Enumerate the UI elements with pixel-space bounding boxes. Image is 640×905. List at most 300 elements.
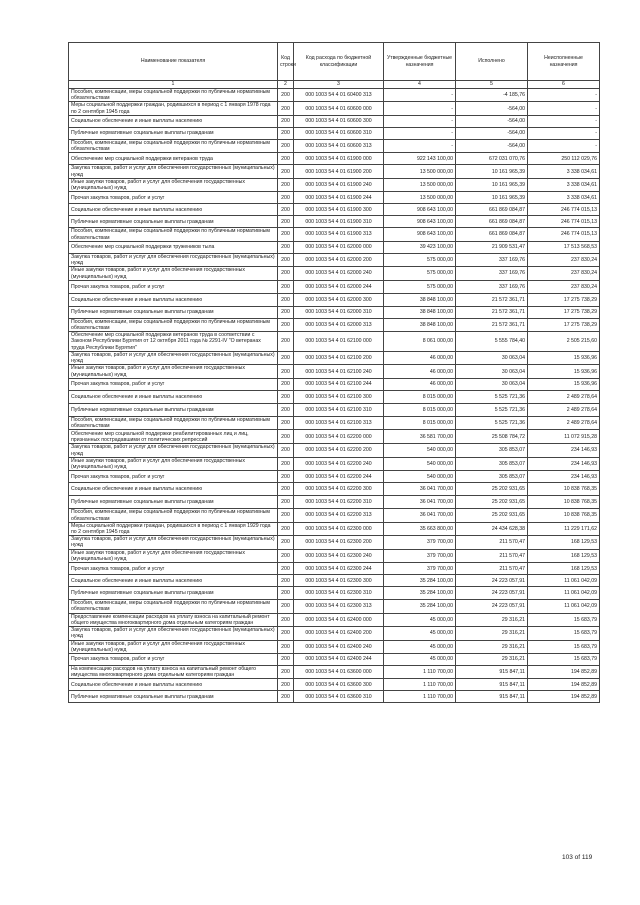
- cell-name: Закупка товаров, работ и услуг для обеспечения государственных (муниципальных) нужд: [69, 165, 278, 178]
- cell-remaining: 17 275 738,29: [528, 293, 600, 306]
- table-row: [69, 587, 600, 600]
- cell-approved: 35 284 100,00: [384, 575, 456, 587]
- cell-code: 200: [278, 332, 294, 352]
- table-row: [69, 536, 600, 549]
- cell-executed: 25 202 931,65: [456, 496, 528, 509]
- cell-approved: 38 848 100,00: [384, 293, 456, 306]
- cell-approved: 575 000,00: [384, 253, 456, 266]
- cell-name: Публичные нормативные социальные выплаты гражданам: [69, 216, 278, 228]
- cell-name: Обеспечение мер социальной поддержки ветеранов труда: [69, 153, 278, 165]
- cell-executed: 21 909 531,47: [456, 241, 528, 253]
- cell-executed: 305 853,07: [456, 471, 528, 483]
- table-row: [69, 654, 600, 666]
- cell-executed: 30 063,04: [456, 378, 528, 390]
- cell-remaining: 15 683,79: [528, 613, 600, 626]
- cell-remaining: 15 936,96: [528, 351, 600, 364]
- cell-remaining: 2 505 215,60: [528, 332, 600, 352]
- cell-remaining: 17 275 738,29: [528, 318, 600, 331]
- cell-executed: 305 853,07: [456, 457, 528, 470]
- cell-code: 200: [278, 471, 294, 483]
- cell-approved: 540 000,00: [384, 444, 456, 457]
- cell-kbk: 000 1003 54 4 01 62200 200: [294, 444, 384, 457]
- cell-name: Закупка товаров, работ и услуг для обеспечения государственных (муниципальных) нужд: [69, 627, 278, 640]
- cell-name: Прочая закупка товаров, работ и услуг: [69, 563, 278, 575]
- cell-remaining: 11 061 042,09: [528, 600, 600, 613]
- cell-kbk: 000 1003 54 4 01 62300 244: [294, 563, 384, 575]
- cell-name: Меры социальной поддержки граждан, родившихся в период с 1 января 1929 года по 2 сентября 1945 года: [69, 522, 278, 535]
- table-row: [69, 563, 600, 575]
- cell-kbk: 000 1003 54 4 01 62000 000: [294, 241, 384, 253]
- cell-name: Закупка товаров, работ и услуг для обеспечения государственных (муниципальных) нужд: [69, 536, 278, 549]
- cell-approved: 35 663 800,00: [384, 522, 456, 535]
- cell-kbk: 000 1003 54 4 01 60600 313: [294, 139, 384, 152]
- cell-code: 200: [278, 575, 294, 587]
- cell-kbk: 000 1003 54 4 01 61900 310: [294, 216, 384, 228]
- cell-kbk: 000 1003 54 4 01 62200 240: [294, 457, 384, 470]
- cell-remaining: -: [528, 115, 600, 127]
- cell-executed: -564,00: [456, 139, 528, 152]
- header-indicator-name: Наименование показателя: [69, 43, 278, 81]
- cell-executed: 21 572 361,71: [456, 318, 528, 331]
- cell-code: 200: [278, 640, 294, 653]
- cell-executed: 24 223 057,91: [456, 600, 528, 613]
- budget-execution-table: [68, 42, 600, 703]
- table-row: [69, 509, 600, 522]
- cell-name: Публичные нормативные социальные выплаты гражданам: [69, 127, 278, 139]
- cell-remaining: 168 129,53: [528, 563, 600, 575]
- table-row: [69, 679, 600, 691]
- cell-approved: 46 000,00: [384, 378, 456, 390]
- cell-executed: 25 202 931,65: [456, 483, 528, 496]
- cell-approved: 36 041 700,00: [384, 509, 456, 522]
- cell-code: 200: [278, 378, 294, 390]
- cell-name: Иные закупки товаров, работ и услуг для обеспечения государственных (муниципальных) нужд: [69, 178, 278, 191]
- cell-remaining: 17 513 568,53: [528, 241, 600, 253]
- cell-name: Меры социальной поддержки граждан, родившихся в период с 1 января 1978 года по 2 сентября 1945 года: [69, 102, 278, 115]
- cell-code: 200: [278, 549, 294, 562]
- cell-executed: 24 434 628,38: [456, 522, 528, 535]
- cell-remaining: 237 830,24: [528, 280, 600, 293]
- cell-name: Обеспечение мер социальной поддержки ветеранов труда в соответствии с Законом Республики Бурятия от 12 октября 2011 года № 2291-IV "О ветеранах труда Республики Бурятия": [69, 332, 278, 352]
- table-row: [69, 228, 600, 241]
- cell-approved: 45 000,00: [384, 627, 456, 640]
- table-row: [69, 378, 600, 390]
- table-row: [69, 640, 600, 653]
- cell-code: 200: [278, 216, 294, 228]
- cell-approved: 13 500 000,00: [384, 178, 456, 191]
- table-row: [69, 483, 600, 496]
- table-row: [69, 293, 600, 306]
- cell-name: Прочая закупка товаров, работ и услуг: [69, 654, 278, 666]
- cell-code: 200: [278, 228, 294, 241]
- cell-remaining: -: [528, 139, 600, 152]
- cell-kbk: 000 1003 54 4 01 62000 300: [294, 293, 384, 306]
- cell-code: 200: [278, 267, 294, 280]
- cell-approved: 908 643 100,00: [384, 204, 456, 216]
- table-row: [69, 613, 600, 626]
- cell-kbk: 000 1003 54 4 01 62000 313: [294, 318, 384, 331]
- table-row: [69, 575, 600, 587]
- cell-executed: 10 161 965,39: [456, 178, 528, 191]
- cell-kbk: 000 1003 54 4 01 62400 244: [294, 654, 384, 666]
- cell-executed: 211 570,47: [456, 549, 528, 562]
- cell-remaining: 237 830,24: [528, 267, 600, 280]
- header-line-code: Код строки: [278, 43, 294, 81]
- cell-name: Пособия, компенсации, меры социальной поддержки по публичным нормативным обязательствам: [69, 89, 278, 102]
- cell-kbk: 000 1003 54 4 01 62200 000: [294, 430, 384, 444]
- cell-remaining: 11 061 042,09: [528, 587, 600, 600]
- cell-code: 200: [278, 102, 294, 115]
- cell-code: 200: [278, 522, 294, 535]
- cell-approved: 540 000,00: [384, 471, 456, 483]
- cell-code: 200: [278, 509, 294, 522]
- cell-executed: -4 185,76: [456, 89, 528, 102]
- cell-code: 200: [278, 536, 294, 549]
- cell-kbk: 000 1003 54 4 01 61900 300: [294, 204, 384, 216]
- table-row: [69, 115, 600, 127]
- cell-approved: 35 284 100,00: [384, 587, 456, 600]
- cell-approved: 8 015 000,00: [384, 403, 456, 416]
- cell-approved: 8 061 000,00: [384, 332, 456, 352]
- cell-name: Закупка товаров, работ и услуг для обеспечения государственных (муниципальных) нужд: [69, 351, 278, 364]
- cell-approved: 575 000,00: [384, 280, 456, 293]
- cell-executed: 337 169,76: [456, 280, 528, 293]
- cell-remaining: 11 061 042,09: [528, 575, 600, 587]
- cell-executed: 305 853,07: [456, 444, 528, 457]
- cell-kbk: 000 1003 54 4 01 62200 244: [294, 471, 384, 483]
- cell-kbk: 000 1003 54 4 01 62100 000: [294, 332, 384, 352]
- table-row: [69, 139, 600, 152]
- cell-name: Социальное обеспечение и иные выплаты населению: [69, 204, 278, 216]
- cell-executed: 10 161 965,39: [456, 192, 528, 204]
- cell-approved: 1 110 700,00: [384, 691, 456, 703]
- cell-name: Социальное обеспечение и иные выплаты населению: [69, 390, 278, 403]
- cell-executed: 24 223 057,91: [456, 587, 528, 600]
- page-number: 103 of 119: [562, 854, 593, 861]
- cell-executed: 29 316,21: [456, 640, 528, 653]
- table-row: [69, 600, 600, 613]
- cell-kbk: 000 1003 54 4 01 62100 310: [294, 403, 384, 416]
- cell-executed: 25 508 784,72: [456, 430, 528, 444]
- cell-remaining: 2 489 278,64: [528, 416, 600, 429]
- cell-remaining: -: [528, 102, 600, 115]
- table-row: [69, 241, 600, 253]
- table-row: [69, 267, 600, 280]
- table-row: [69, 496, 600, 509]
- cell-executed: 661 869 084,87: [456, 204, 528, 216]
- table-row: [69, 153, 600, 165]
- cell-approved: 36 041 700,00: [384, 496, 456, 509]
- cell-executed: -564,00: [456, 102, 528, 115]
- cell-approved: 36 581 700,00: [384, 430, 456, 444]
- cell-kbk: 000 1003 54 4 01 62000 240: [294, 267, 384, 280]
- table-row: [69, 390, 600, 403]
- cell-kbk: 000 1003 54 4 01 63600 310: [294, 691, 384, 703]
- cell-kbk: 000 1003 54 4 01 62200 300: [294, 483, 384, 496]
- table-header-row: [69, 43, 600, 81]
- cell-approved: -: [384, 115, 456, 127]
- column-number: 5: [456, 81, 528, 89]
- table-row: [69, 416, 600, 429]
- cell-code: 200: [278, 253, 294, 266]
- cell-approved: -: [384, 127, 456, 139]
- cell-remaining: 194 852,89: [528, 666, 600, 679]
- cell-code: 200: [278, 563, 294, 575]
- table-row: [69, 165, 600, 178]
- cell-remaining: 250 112 029,76: [528, 153, 600, 165]
- cell-approved: 379 700,00: [384, 563, 456, 575]
- table-row: [69, 127, 600, 139]
- cell-approved: 379 700,00: [384, 536, 456, 549]
- cell-code: 200: [278, 139, 294, 152]
- cell-kbk: 000 1003 54 4 01 62000 200: [294, 253, 384, 266]
- cell-remaining: 11 072 915,28: [528, 430, 600, 444]
- cell-executed: 5 525 721,36: [456, 390, 528, 403]
- cell-kbk: 000 1003 54 4 01 62400 240: [294, 640, 384, 653]
- table-row: [69, 280, 600, 293]
- cell-remaining: 2 489 278,64: [528, 390, 600, 403]
- cell-remaining: 246 774 015,13: [528, 216, 600, 228]
- cell-executed: 25 202 931,65: [456, 509, 528, 522]
- cell-code: 200: [278, 587, 294, 600]
- cell-code: 200: [278, 627, 294, 640]
- cell-kbk: 000 1003 54 4 01 62300 310: [294, 587, 384, 600]
- cell-code: 200: [278, 365, 294, 378]
- cell-executed: 211 570,47: [456, 536, 528, 549]
- cell-approved: 540 000,00: [384, 457, 456, 470]
- cell-name: Социальное обеспечение и иные выплаты населению: [69, 679, 278, 691]
- table-row: [69, 666, 600, 679]
- cell-code: 200: [278, 444, 294, 457]
- cell-name: Прочая закупка товаров, работ и услуг: [69, 378, 278, 390]
- cell-executed: 661 869 084,87: [456, 228, 528, 241]
- cell-approved: 13 500 000,00: [384, 192, 456, 204]
- cell-executed: 21 572 361,71: [456, 306, 528, 318]
- table-row: [69, 306, 600, 318]
- cell-name: Обеспечение мер социальной поддержки тружеников тыла: [69, 241, 278, 253]
- table-row: [69, 457, 600, 470]
- cell-approved: -: [384, 139, 456, 152]
- cell-code: 200: [278, 306, 294, 318]
- cell-name: Публичные нормативные социальные выплаты гражданам: [69, 306, 278, 318]
- cell-remaining: 246 774 015,13: [528, 228, 600, 241]
- cell-executed: 21 572 361,71: [456, 293, 528, 306]
- cell-code: 200: [278, 293, 294, 306]
- cell-name: Закупка товаров, работ и услуг для обеспечения государственных (муниципальных) нужд: [69, 253, 278, 266]
- cell-remaining: 10 838 768,35: [528, 496, 600, 509]
- cell-approved: 38 848 100,00: [384, 318, 456, 331]
- cell-approved: 8 015 000,00: [384, 416, 456, 429]
- cell-approved: -: [384, 102, 456, 115]
- cell-code: 200: [278, 457, 294, 470]
- cell-approved: 46 000,00: [384, 365, 456, 378]
- cell-name: Закупка товаров, работ и услуг для обеспечения государственных (муниципальных) нужд: [69, 444, 278, 457]
- cell-executed: 915 847,11: [456, 679, 528, 691]
- column-number-row: [69, 81, 600, 89]
- cell-executed: 915 847,11: [456, 666, 528, 679]
- cell-kbk: 000 1003 54 4 01 61900 200: [294, 165, 384, 178]
- cell-executed: 211 570,47: [456, 563, 528, 575]
- cell-name: Пособия, компенсации, меры социальной поддержки по публичным нормативным обязательствам: [69, 416, 278, 429]
- cell-kbk: 000 1003 54 4 01 62100 200: [294, 351, 384, 364]
- cell-approved: 45 000,00: [384, 640, 456, 653]
- header-approved: Утвержденные бюджетные назначения: [384, 43, 456, 81]
- cell-kbk: 000 1003 54 4 01 62100 244: [294, 378, 384, 390]
- cell-code: 200: [278, 153, 294, 165]
- cell-code: 200: [278, 691, 294, 703]
- cell-name: Публичные нормативные социальные выплаты гражданам: [69, 587, 278, 600]
- cell-executed: 10 161 965,39: [456, 165, 528, 178]
- table-row: [69, 178, 600, 191]
- cell-executed: 661 869 084,87: [456, 216, 528, 228]
- cell-kbk: 000 1003 54 4 01 60600 000: [294, 102, 384, 115]
- cell-kbk: 000 1003 54 4 01 62000 244: [294, 280, 384, 293]
- cell-kbk: 000 1003 54 4 01 61900 313: [294, 228, 384, 241]
- cell-code: 200: [278, 403, 294, 416]
- cell-code: 200: [278, 127, 294, 139]
- cell-code: 200: [278, 192, 294, 204]
- cell-remaining: -: [528, 89, 600, 102]
- cell-approved: 35 284 100,00: [384, 600, 456, 613]
- table-row: [69, 471, 600, 483]
- cell-name: Иные закупки товаров, работ и услуг для обеспечения государственных (муниципальных) нужд: [69, 549, 278, 562]
- cell-name: Прочая закупка товаров, работ и услуг: [69, 192, 278, 204]
- cell-executed: 30 063,04: [456, 351, 528, 364]
- table-row: [69, 403, 600, 416]
- cell-kbk: 000 1003 54 4 01 62300 300: [294, 575, 384, 587]
- table-row: [69, 522, 600, 535]
- cell-name: Пособия, компенсации, меры социальной поддержки по публичным нормативным обязательствам: [69, 139, 278, 152]
- cell-remaining: 194 852,89: [528, 679, 600, 691]
- cell-name: Социальное обеспечение и иные выплаты населению: [69, 575, 278, 587]
- cell-name: Иные закупки товаров, работ и услуг для обеспечения государственных (муниципальных) нужд: [69, 365, 278, 378]
- cell-name: Обеспечение мер социальной поддержки реабилитированных лиц и лиц, признанных пострадавшими от политических репрессий: [69, 430, 278, 444]
- cell-approved: 36 041 700,00: [384, 483, 456, 496]
- cell-kbk: 000 1003 54 4 01 63600 300: [294, 679, 384, 691]
- column-number: 1: [69, 81, 278, 89]
- cell-name: На компенсацию расходов на уплату взноса на капитальный ремонт общего имущества многоквартирного дома отдельным категориям граждан: [69, 666, 278, 679]
- cell-name: Публичные нормативные социальные выплаты гражданам: [69, 691, 278, 703]
- cell-remaining: 168 129,53: [528, 549, 600, 562]
- cell-executed: 29 316,21: [456, 627, 528, 640]
- cell-approved: 922 143 100,00: [384, 153, 456, 165]
- cell-code: 200: [278, 165, 294, 178]
- cell-kbk: 000 1003 54 4 01 61900 240: [294, 178, 384, 191]
- cell-executed: 915 847,11: [456, 691, 528, 703]
- cell-remaining: 11 229 171,62: [528, 522, 600, 535]
- cell-remaining: 246 774 015,13: [528, 204, 600, 216]
- table-row: [69, 444, 600, 457]
- cell-remaining: 3 338 034,61: [528, 192, 600, 204]
- column-number: 3: [294, 81, 384, 89]
- cell-remaining: 234 146,93: [528, 471, 600, 483]
- cell-kbk: 000 1003 54 4 01 62300 200: [294, 536, 384, 549]
- table-row: [69, 216, 600, 228]
- cell-remaining: 15 936,96: [528, 378, 600, 390]
- cell-remaining: 194 852,89: [528, 691, 600, 703]
- table-row: [69, 332, 600, 352]
- cell-code: 200: [278, 496, 294, 509]
- cell-kbk: 000 1003 54 4 01 63600 000: [294, 666, 384, 679]
- cell-executed: 672 031 070,76: [456, 153, 528, 165]
- column-number: 2: [278, 81, 294, 89]
- cell-executed: 5 525 721,36: [456, 403, 528, 416]
- cell-approved: 575 000,00: [384, 267, 456, 280]
- cell-name: Иные закупки товаров, работ и услуг для обеспечения государственных (муниципальных) нужд: [69, 267, 278, 280]
- cell-executed: 5 525 721,36: [456, 416, 528, 429]
- table-row: [69, 430, 600, 444]
- cell-executed: 29 316,21: [456, 654, 528, 666]
- cell-remaining: 10 838 768,35: [528, 483, 600, 496]
- cell-approved: 908 643 100,00: [384, 228, 456, 241]
- cell-approved: 39 423 100,00: [384, 241, 456, 253]
- cell-kbk: 000 1003 54 4 01 62100 240: [294, 365, 384, 378]
- cell-remaining: 237 830,24: [528, 253, 600, 266]
- cell-code: 200: [278, 204, 294, 216]
- cell-name: Пособия, компенсации, меры социальной поддержки по публичным нормативным обязательствам: [69, 318, 278, 331]
- cell-kbk: 000 1003 54 4 01 62100 313: [294, 416, 384, 429]
- table-row: [69, 627, 600, 640]
- cell-executed: 29 316,21: [456, 613, 528, 626]
- cell-kbk: 000 1003 54 4 01 62400 200: [294, 627, 384, 640]
- cell-kbk: 000 1003 54 4 01 62300 313: [294, 600, 384, 613]
- cell-name: Иные закупки товаров, работ и услуг для обеспечения государственных (муниципальных) нужд: [69, 457, 278, 470]
- cell-executed: 5 555 784,40: [456, 332, 528, 352]
- cell-code: 200: [278, 613, 294, 626]
- cell-kbk: 000 1003 54 4 01 60600 310: [294, 127, 384, 139]
- cell-name: Пособия, компенсации, меры социальной поддержки по публичным нормативным обязательствам: [69, 600, 278, 613]
- cell-name: Предоставление компенсации расходов на уплату взноса на капитальный ремонт общего имущества многоквартирного дома отдельным категориям граждан: [69, 613, 278, 626]
- cell-kbk: 000 1003 54 4 01 62300 000: [294, 522, 384, 535]
- cell-remaining: 15 683,79: [528, 654, 600, 666]
- table-row: [69, 102, 600, 115]
- header-executed: Исполнено: [456, 43, 528, 81]
- cell-approved: 379 700,00: [384, 549, 456, 562]
- table-row: [69, 192, 600, 204]
- cell-kbk: 000 1003 54 4 01 62100 300: [294, 390, 384, 403]
- cell-code: 200: [278, 430, 294, 444]
- cell-name: Пособия, компенсации, меры социальной поддержки по публичным нормативным обязательствам: [69, 509, 278, 522]
- table-body: [69, 89, 600, 703]
- cell-remaining: 234 146,93: [528, 444, 600, 457]
- table-row: [69, 351, 600, 364]
- table-row: [69, 89, 600, 102]
- cell-code: 200: [278, 600, 294, 613]
- cell-executed: 24 223 057,91: [456, 575, 528, 587]
- cell-remaining: 10 838 768,35: [528, 509, 600, 522]
- cell-kbk: 000 1003 54 4 01 62300 240: [294, 549, 384, 562]
- cell-executed: 30 063,04: [456, 365, 528, 378]
- cell-name: Прочая закупка товаров, работ и услуг: [69, 471, 278, 483]
- cell-name: Пособия, компенсации, меры социальной поддержки по публичным нормативным обязательствам: [69, 228, 278, 241]
- column-number: 4: [384, 81, 456, 89]
- cell-kbk: 000 1003 54 4 01 60600 300: [294, 115, 384, 127]
- cell-remaining: 2 489 278,64: [528, 403, 600, 416]
- cell-kbk: 000 1003 54 4 01 62200 310: [294, 496, 384, 509]
- cell-remaining: 3 338 034,61: [528, 165, 600, 178]
- table-row: [69, 691, 600, 703]
- cell-name: Социальное обеспечение и иные выплаты населению: [69, 115, 278, 127]
- cell-name: Социальное обеспечение и иные выплаты населению: [69, 293, 278, 306]
- column-number: 6: [528, 81, 600, 89]
- cell-executed: -564,00: [456, 115, 528, 127]
- cell-code: 200: [278, 483, 294, 496]
- cell-name: Публичные нормативные социальные выплаты гражданам: [69, 496, 278, 509]
- cell-code: 200: [278, 178, 294, 191]
- cell-name: Прочая закупка товаров, работ и услуг: [69, 280, 278, 293]
- cell-executed: -564,00: [456, 127, 528, 139]
- cell-code: 200: [278, 416, 294, 429]
